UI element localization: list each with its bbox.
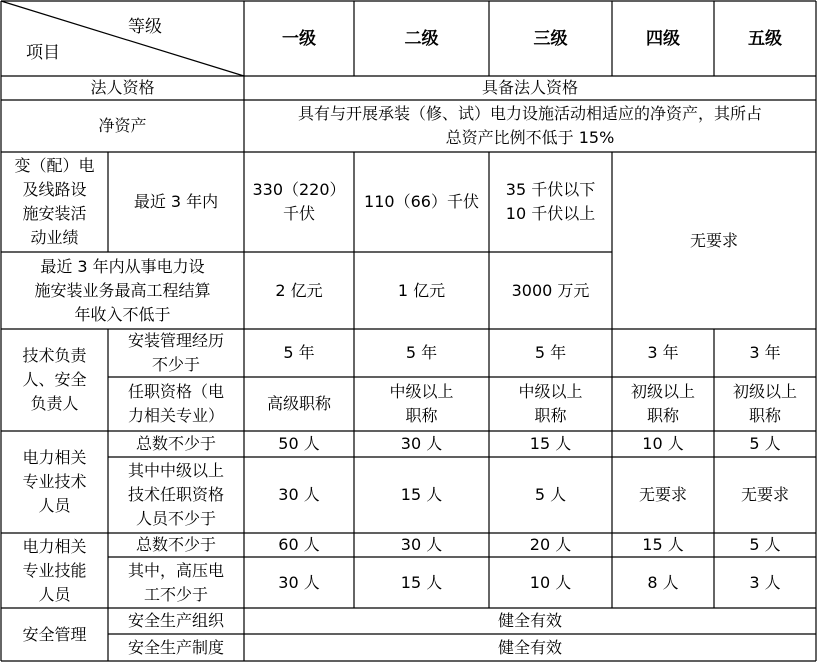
header-level-label: 等级 <box>128 17 162 37</box>
level-5-header: 五级 <box>748 28 782 49</box>
performance-level-1: 330（220） 千伏 <box>252 180 346 223</box>
tech-staff-total-level-5: 5 人 <box>749 434 781 453</box>
legal-person-value: 具备法人资格 <box>481 78 578 97</box>
performance-level-2: 110（66）千伏 <box>364 192 479 211</box>
settlement-level-3: 3000 万元 <box>511 280 590 300</box>
safety-org-label: 安全生产组织 <box>127 611 224 630</box>
experience-level-5: 3 年 <box>749 343 781 362</box>
tech-staff-mid-level-2: 15 人 <box>400 485 443 504</box>
performance-sub-label: 最近 3 年内 <box>133 192 219 211</box>
tech-staff-total-level-1: 50 人 <box>278 434 320 453</box>
performance-no-requirement: 无要求 <box>689 230 738 250</box>
net-assets-label: 净资产 <box>98 116 147 135</box>
qualification-level-4: 初级以上 职称 <box>630 382 695 425</box>
tech-staff-total-level-4: 10 人 <box>642 434 684 453</box>
experience-level-4: 3 年 <box>647 343 679 362</box>
performance-level-3: 35 千伏以下 10 千伏以上 <box>505 180 596 223</box>
safety-system-value: 健全有效 <box>497 637 562 657</box>
qualification-level-5: 初级以上 职称 <box>732 382 797 425</box>
safety-label: 安全管理 <box>22 624 87 644</box>
net-assets-value: 具有与开展承装（修、试）电力设施活动相适应的净资产，其所占 总资产比例不低于 15% <box>297 104 762 147</box>
qualification-level-3: 中级以上 职称 <box>518 382 583 425</box>
experience-level-3: 5 年 <box>534 343 567 362</box>
qualification-label: 任职资格（电 力相关专业） <box>127 382 224 425</box>
hv-electrician-level-1: 30 人 <box>278 572 320 592</box>
settlement-level-1: 2 亿元 <box>275 280 323 300</box>
skilled-total-level-2: 30 人 <box>400 535 443 554</box>
skilled-total-level-1: 60 人 <box>278 535 320 554</box>
tech-staff-mid-label: 其中中级以上 技术任职资格 人员不少于 <box>127 461 224 528</box>
skilled-total-label: 总数不少于 <box>135 535 216 554</box>
tech-staff-label: 电力相关 专业技术 人员 <box>22 448 87 515</box>
tech-leader-label: 技术负责 人、安全 负责人 <box>22 346 87 413</box>
qualification-level-2: 中级以上 职称 <box>389 382 454 425</box>
experience-level-2: 5 年 <box>405 343 438 362</box>
skilled-total-level-3: 20 人 <box>529 535 572 554</box>
hv-electrician-level-3: 10 人 <box>529 572 572 592</box>
safety-system-label: 安全生产制度 <box>127 637 224 657</box>
tech-staff-total-level-2: 30 人 <box>400 434 443 453</box>
level-3-header: 三级 <box>533 28 568 49</box>
experience-level-1: 5 年 <box>283 343 315 362</box>
tech-staff-mid-level-3: 5 人 <box>534 485 567 504</box>
settlement-level-2: 1 亿元 <box>397 280 446 300</box>
skilled-staff-label: 电力相关 专业技能 人员 <box>22 536 87 604</box>
level-1-header: 一级 <box>282 28 316 49</box>
tech-staff-mid-level-1: 30 人 <box>278 485 320 504</box>
hv-electrician-level-2: 15 人 <box>400 572 443 592</box>
performance-label: 变（配）电 及线路设 施安装活 动业绩 <box>14 156 95 247</box>
level-2-header: 二级 <box>404 28 439 49</box>
hv-electrician-label: 其中，高压电 工不少于 <box>127 560 224 604</box>
tech-staff-mid-level-5: 无要求 <box>740 485 789 504</box>
level-4-header: 四级 <box>646 28 680 49</box>
experience-label: 安装管理经历 不少于 <box>127 331 224 374</box>
legal-person-label: 法人资格 <box>90 78 155 97</box>
qualification-level-1: 高级职称 <box>266 394 331 413</box>
hv-electrician-level-5: 3 人 <box>749 572 781 592</box>
settlement-label: 最近 3 年内从事电力设 施安装业务最高工程结算 年收入不低于 <box>34 256 211 324</box>
skilled-total-level-4: 15 人 <box>642 535 684 554</box>
skilled-total-level-5: 5 人 <box>749 535 781 554</box>
safety-org-value: 健全有效 <box>497 611 562 630</box>
header-item-label: 项目 <box>26 43 60 63</box>
hv-electrician-level-4: 8 人 <box>647 572 679 592</box>
tech-staff-mid-level-4: 无要求 <box>638 485 687 504</box>
tech-staff-total-level-3: 15 人 <box>529 434 572 453</box>
tech-staff-total-label: 总数不少于 <box>135 434 216 453</box>
